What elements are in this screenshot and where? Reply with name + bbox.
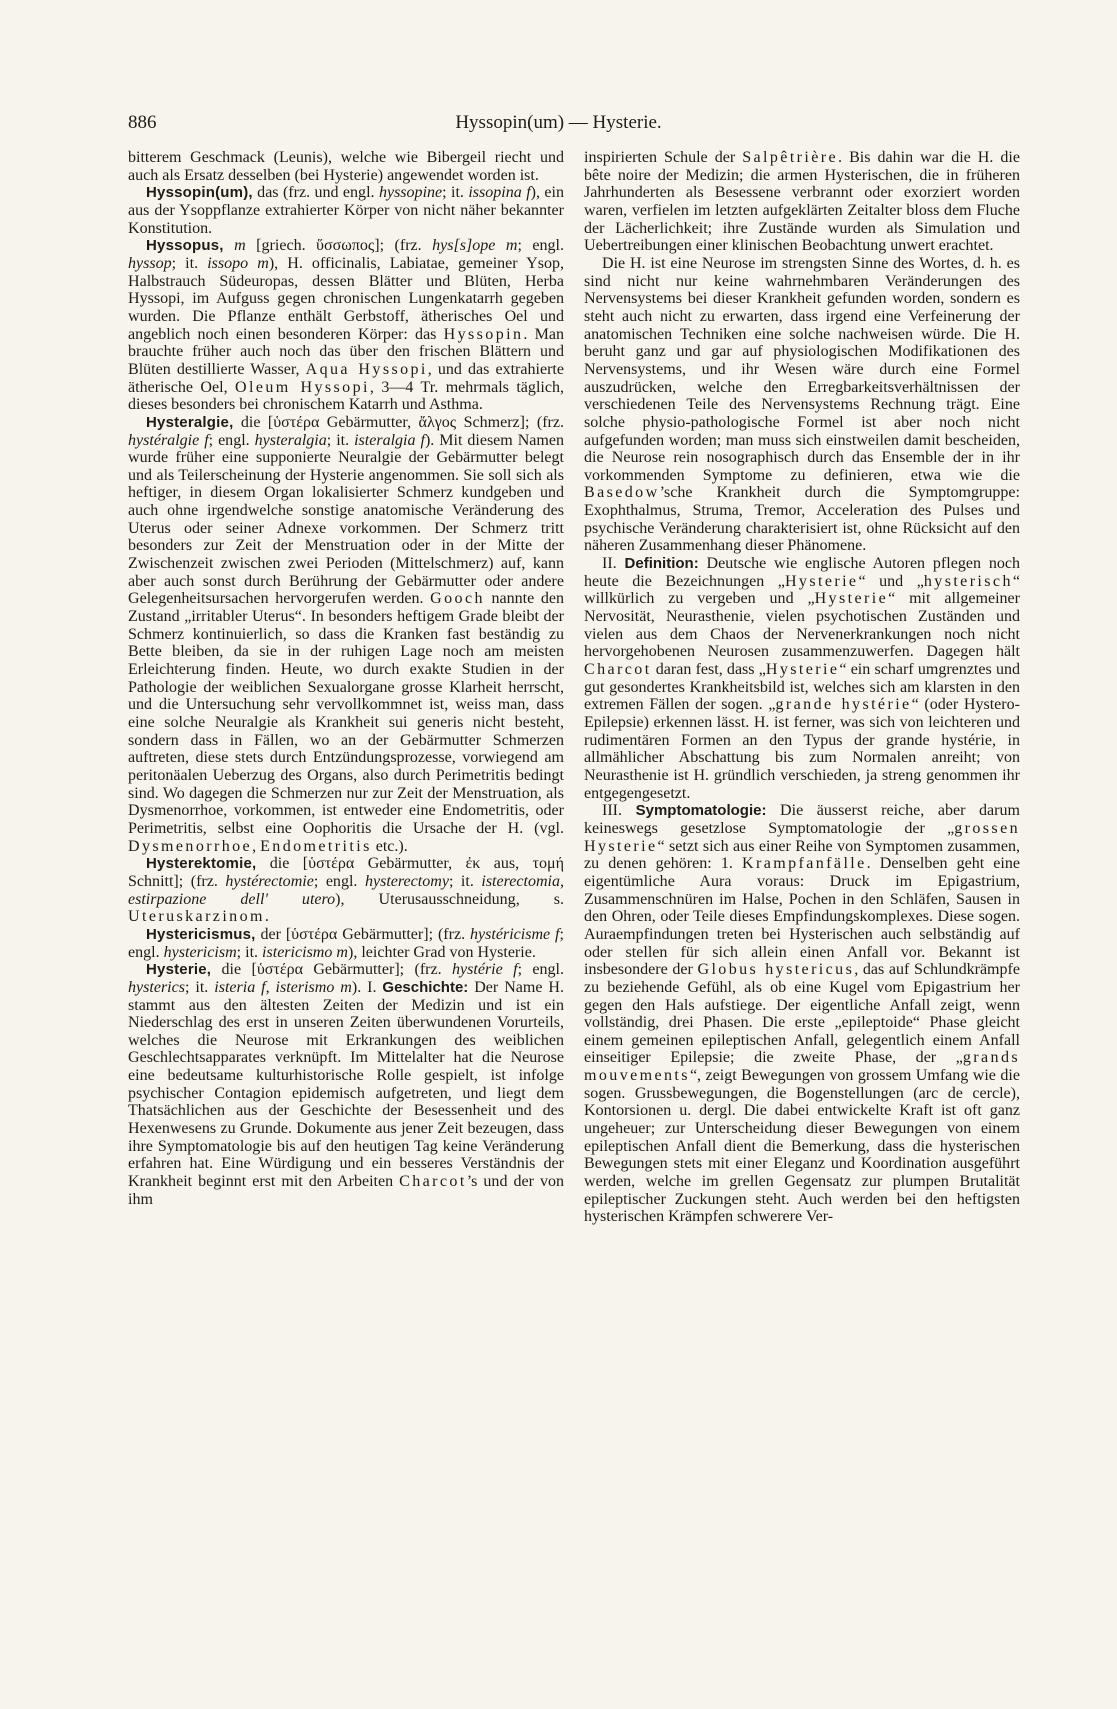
entry-hystericismus bbox=[128, 926, 564, 961]
text-run: hystérectomie bbox=[225, 872, 314, 890]
section-heading: Symptomatologie: bbox=[635, 802, 767, 820]
text-run: “, zeigt Bewegungen von grossem Umfang wie die sogen. Grussbewegungen, die Bogenstellungen (arc de cercle), Kontorsionen u. dergl. Die dabei entwickelte Kraft ist oft ganz ungeheuer; zur Unterscheidung dieser Bewegungen von einem epileptischen Anfall dient die Bemerkung, dass die hysterischen Bewegungen stets mit einer Eleganz und Koordination ausgeführt werden, welche im grellen Gegensatz zur plumpen Brutalität epileptischer Zuckungen steht. Auch werden bei den heftigsten hysterischen Krämpfen schwerere Ver- bbox=[584, 1067, 1020, 1226]
headword: Hyssopus, bbox=[146, 237, 224, 255]
text-run: Gooch bbox=[430, 590, 485, 608]
page-header bbox=[0, 112, 1117, 136]
paragraph-neurose bbox=[584, 255, 1020, 555]
text-run: die [ὑστέρα Gebärmutter, ἄλγος Schmerz]; (frz. bbox=[233, 413, 564, 431]
text-run: Aqua Hyssopi bbox=[305, 360, 428, 378]
text-run: ; it. bbox=[326, 431, 355, 449]
text-run: II. bbox=[602, 555, 625, 573]
section-heading: Definition: bbox=[624, 555, 699, 573]
text-run: Die äusserst reiche, aber darum keineswegs gesetzlose Symptomatologie der „ bbox=[584, 802, 1020, 837]
text-run: hysterisch bbox=[923, 572, 1013, 590]
text-run: der [ὑστέρα Gebärmutter]; (frz. bbox=[255, 925, 471, 943]
text-run: Oleum Hyssopi bbox=[235, 378, 370, 396]
text-run: ), leichter Grad von Hysterie. bbox=[348, 943, 536, 961]
text-run: ’s und der von ihm bbox=[128, 1173, 564, 1208]
text-run: ’sche Krankheit durch die Symptomgruppe: Exophthalmus, Struma, Tremor, Acceleration des Pulses und psychische Veränderung charakterisiert ist, ohne Rücksicht auf den näheren Zusammenhang dieser Phänomene. bbox=[584, 484, 1020, 555]
text-run: . Bis dahin war die H. die bête noire der Medizin; die armen Hysterischen, die in früheren Jahrhunderten als Besessene verbrannt oder exorziert worden waren, verfielen im letzten aufgeklärten Zeitalter bloss dem Fluche der Lächerlichkeit; ihre Zustände wurden als Simulation und Uebertreibungen einer klinischen Beobachtung unwert erachtet. bbox=[584, 149, 1021, 255]
text-run: Dysmenorrhoe bbox=[128, 837, 253, 855]
text-run: nannte den Zustand „irritabler Uterus“. In besonders heftigem Grade bleibt der Schmerz kontinuierlich, so dass die Kranken fast beständig zu Bette bleiben, da sie in der ruhigen Lage noch am meisten Erleichterung finden. Heute, wo durch exakte Studien in der Pathologie der weiblichen Sexualorgane grosse Klarheit herrscht, und die Untersuchung sehr vervollkommnet ist, weiss man, dass eine solche Neuralgie als Krankheit sui generis nicht besteht, sondern dass in Fällen, wo an der Gebärmutter Schmerzen auftreten, diese stets durch Entzündungsprozesse, vorwiegend am peritonäalen Ueberzug des Organs, also durch Perimetritis bedingt sind. Wo dagegen die Schmerzen nur zur Zeit der Menstruation, als Dysmenorrhoe, vorkommen, ist entweder eine Endometritis, oder Perimetritis, selbst eine Oophoritis die Ursache der H. (vgl. bbox=[128, 590, 564, 837]
text-run: isterectomia, estirpazione dell' utero bbox=[128, 872, 565, 908]
text-run bbox=[224, 237, 234, 254]
text-run: Charcot bbox=[584, 661, 652, 679]
text-run: Endometritis bbox=[260, 837, 372, 855]
text-run: hystéralgie f bbox=[128, 431, 209, 449]
text-run: ; it. bbox=[171, 254, 208, 272]
text-run: m bbox=[234, 237, 246, 255]
continued-paragraph bbox=[128, 149, 564, 184]
continued-paragraph bbox=[584, 149, 1020, 255]
text-run: . Denselben geht eine eigentümliche Aura voraus: Druck im Epigastrium, Zusammenschnüren im Halse, Pochen in den Schläfen, Sausen in den Ohren, oder Teile dieses Empfindungskomplexes. Diese sogen. Auraempfindungen treten bei Hysterischen auch selbständig auf oder stellen für sich allein einen Anfall vor. Bekannt ist insbesondere der bbox=[584, 855, 1020, 979]
text-run: istericismo m bbox=[262, 943, 348, 961]
headword: Hysterektomie, bbox=[146, 855, 257, 873]
headword: Hyssopin(um), bbox=[146, 184, 253, 202]
text-run: hysterics bbox=[128, 978, 185, 996]
paragraph-definition bbox=[584, 555, 1020, 802]
text-run: inspirierten Schule der bbox=[584, 149, 743, 166]
text-run: issopo m bbox=[207, 254, 269, 272]
text-run: ). I. bbox=[351, 978, 383, 996]
text-run: ; engl. bbox=[517, 961, 564, 979]
text-run: ), ein aus der Ysoppflanze extrahierter Körper von nicht näher bekannter Konstitution. bbox=[128, 184, 564, 237]
text-run: . Man brauchte früher auch noch das über den frischen Blättern und Blüten destillierte Wasser, bbox=[128, 325, 564, 378]
text-run: [griech. ὕσσωπος]; (frz. bbox=[245, 237, 433, 255]
text-run: hysteralgia bbox=[254, 431, 327, 449]
text-run: hyssop bbox=[128, 254, 172, 272]
text-run: Hyssopin bbox=[443, 325, 524, 343]
headword: Hysteralgie, bbox=[146, 413, 234, 431]
text-run: ). Mit diesem Namen wurde früher eine supponierte Neuralgie der Gebärmutter belegt und als Teilerscheinung der Hysterie angenommen. Sie soll sich als heftiger, in diesem Organ lokalisierter Schmerz kundgeben und auch ohne irgendwelche sonstige anatomische Veränderung des Uterus oder seiner Adnexe vorkommen. Der Schmerz tritt besonders zur Zeit der Menstruation oder in der Mitte der Zwischenzeit zwischen zwei Perioden (Mittelschmerz) auf, kann aber auch sonst durch Berührung der Gebärmutter oder andere Gelegenheitsursachen hervorgerufen werden. bbox=[128, 431, 565, 608]
right-column bbox=[584, 149, 1020, 1226]
text-run: Krampfanfälle bbox=[742, 855, 867, 873]
text-run: ; engl. bbox=[208, 431, 255, 449]
text-run: ; engl. bbox=[313, 872, 365, 890]
text-run: , 3—4 Tr. mehrmals täglich, dieses besonders bei chronischem Katarrh und Asthma. bbox=[128, 378, 564, 414]
entry-hysterie bbox=[128, 961, 564, 1208]
text-run: , das auf Schlundkrämpfe zu beziehende Gefühl, als ob eine Kugel vom Epigastrium her gegen den Hals aufstiege. Der eigentliche Anfall zeigt, wenn vollständig, drei Phasen. Die erste „epileptoide“ Phase gleicht einem gemeinen epileptischen Anfall, gelegentlich einem Anfall einseitiger Epilepsie; die zweite Phase, der „ bbox=[584, 961, 1020, 1067]
text-run: “ willkürlich zu vergeben und „ bbox=[584, 572, 1020, 608]
text-run: ; engl. bbox=[517, 237, 564, 255]
text-run: die [ὑστέρα Gebärmutter, ἐκ aus, τομή Schnitt]; (frz. bbox=[128, 855, 564, 890]
text-run: III. bbox=[602, 802, 636, 820]
entry-hysterektomie bbox=[128, 855, 564, 926]
headword: Hystericismus, bbox=[146, 925, 256, 943]
text-run: issopina f bbox=[468, 184, 531, 202]
text-run: ), H. officinalis, Labiatae, gemeiner Ysop, Halbstrauch Südeuropas, dessen Blätter und Blüten, Herba Hyssopi, im Aufguss gegen chronischen Lungenkatarrh gegeben wurden. Die Pflanze enthält Gerbstoff, ätherisches Oel und angeblich noch einen besonderen Körper: das bbox=[128, 254, 564, 343]
text-run: hyssopine bbox=[378, 184, 443, 202]
entry-hyssopinum bbox=[128, 184, 564, 237]
text-run: Die H. ist eine Neurose im strengsten Sinne des Wortes, d. h. es sind nicht nur keine wahrnehmbaren Veränderungen des Nervensystems bei dieser Krankheit gefunden worden, sondern es steht auch nicht zu erwarten, dass irgend eine Verfeinerung der anatomischen Techniken eine solche nachweisen würde. Die H. beruht ganz und gar auf physiologischen Modifikationen des Nervensystems, und ihr Wesen wäre durch eine Formel auszudrücken, welche den Erregbarkeitsverhältnissen der verschiedenen Teile des Nervensystems Rechnung trägt. Eine solche physio-pathologische Formel ist aber noch nicht aufgefunden worden; man muss sich einstweilen damit bescheiden, die Neurose rein nosographisch durch das Ensemble der in ihr vorkommenden Symptome zu definieren, etwa wie die bbox=[584, 254, 1020, 484]
text-run: Globus hystericus bbox=[697, 961, 855, 979]
page-number: 886 bbox=[128, 112, 157, 133]
text-run: ; it. bbox=[448, 872, 482, 890]
text-run: Deutsche wie englische Autoren pflegen noch heute die Bezeichnungen „ bbox=[584, 555, 1020, 590]
text-run: grands mouvements bbox=[584, 1049, 1020, 1085]
text-run: das (frz. und engl. bbox=[252, 184, 379, 202]
text-run: . bbox=[264, 908, 269, 926]
text-run: Der Name H. stammt aus den ältesten Zeiten der Medizin und ist ein Niederschlag des erst in unseren Zeiten überwundenen Vorurteils, welches die Neurose mit Erkrankungen des weiblichen Geschlechtsapparates verknüpft. Im Mittelalter hat die Neurose eine bedeutsame kulturhistorische Rolle gespielt, ist infolge psychischer Contagion epidemisch aufgetreten, und liegt dem Thatsächlichen aus der Geschichte der Besessenheit und des Hexenwesens zu Grunde. Dokumente aus jener Zeit bezeugen, dass ihre Symptomatologie bis auf den heutigen Tag keine Veränderung erfahren hat. Eine Würdigung und ein besseres Verständnis der Krankheit beginnt erst mit den Arbeiten bbox=[128, 978, 564, 1191]
text-run: Salpêtrière bbox=[742, 149, 839, 166]
text-run: “ setzt sich aus einer Reihe von Symptomen zusammen, zu denen gehören: 1. bbox=[584, 837, 1020, 873]
text-run: Uteruskarzinom bbox=[128, 908, 265, 926]
text-run: bitterem Geschmack (Leunis), welche wie Bibergeil riecht und auch als Ersatz desselben (bei Hysterie) angewendet worden ist. bbox=[128, 149, 564, 184]
text-run: ), Uterusausschneidung, s. bbox=[335, 890, 564, 908]
text-run: Basedow bbox=[584, 484, 660, 502]
text-run: “ mit allgemeiner Nervosität, Neurasthenie, vielen psychotischen Zuständen und vielen aus dem Chaos der Nervenerkrankungen noch nicht hervorgehobenen Neurosen zusammenzuwerfen. Dagegen hält bbox=[584, 590, 1020, 661]
text-run: die [ὑστέρα Gebärmutter]; (frz. bbox=[211, 961, 452, 979]
section-heading: Geschichte: bbox=[382, 978, 469, 996]
text-run: “ und „ bbox=[858, 572, 924, 590]
text-run: ; it. bbox=[185, 978, 215, 996]
text-run: “ ein scharf umgrenztes und gut gesondertes Krankheitsbild ist, welches sich am klarsten in den extremen Fällen der sogen. „ bbox=[584, 661, 1020, 714]
text-run: Charcot bbox=[399, 1173, 467, 1191]
running-title: Hyssopin(um) — Hysterie. bbox=[455, 112, 662, 133]
entry-hyssopus bbox=[128, 237, 564, 414]
text-run: hys[s]ope m bbox=[432, 237, 518, 255]
text-run: , und das extrahierte ätherische Oel, bbox=[128, 360, 564, 396]
left-column bbox=[128, 149, 564, 1208]
text-run: ; it. bbox=[236, 943, 263, 961]
headword: Hysterie, bbox=[146, 961, 212, 979]
text-run: etc.). bbox=[371, 837, 408, 855]
text-run: ; it. bbox=[442, 184, 469, 202]
text-run: grande hystérie bbox=[775, 696, 912, 714]
entry-hysteralgie bbox=[128, 414, 564, 855]
text-run: Hysterie bbox=[814, 590, 889, 608]
text-run: grossen Hysterie bbox=[584, 819, 1020, 855]
text-run: isteralgia f bbox=[354, 431, 425, 449]
text-run: , bbox=[252, 837, 261, 855]
text-run: “ (oder Hystero-Epilepsie) erkennen lässt. H. ist ferner, was sich von leichteren und rudimentären Formen an den Typus der grande hystérie, in allmählicher Abschattung bis zum Normalen anreiht; von Neurasthenie ist H. gründlich verschieden, ja streng genommen ihr entgegengesetzt. bbox=[584, 696, 1020, 802]
text-run: ; engl. bbox=[128, 925, 564, 961]
text-run: hystericism bbox=[163, 943, 237, 961]
text-run: Hysterie bbox=[784, 572, 859, 590]
text-run: hystéricisme f bbox=[470, 925, 560, 943]
paragraph-symptomatologie bbox=[584, 802, 1020, 1226]
text-run: isteria f, isterismo m bbox=[214, 978, 352, 996]
text-run: hystérie f bbox=[452, 961, 518, 979]
text-run: daran fest, dass „ bbox=[651, 661, 766, 679]
text-run: hysterectomy bbox=[364, 872, 449, 890]
text-run: Hysterie bbox=[765, 661, 840, 679]
